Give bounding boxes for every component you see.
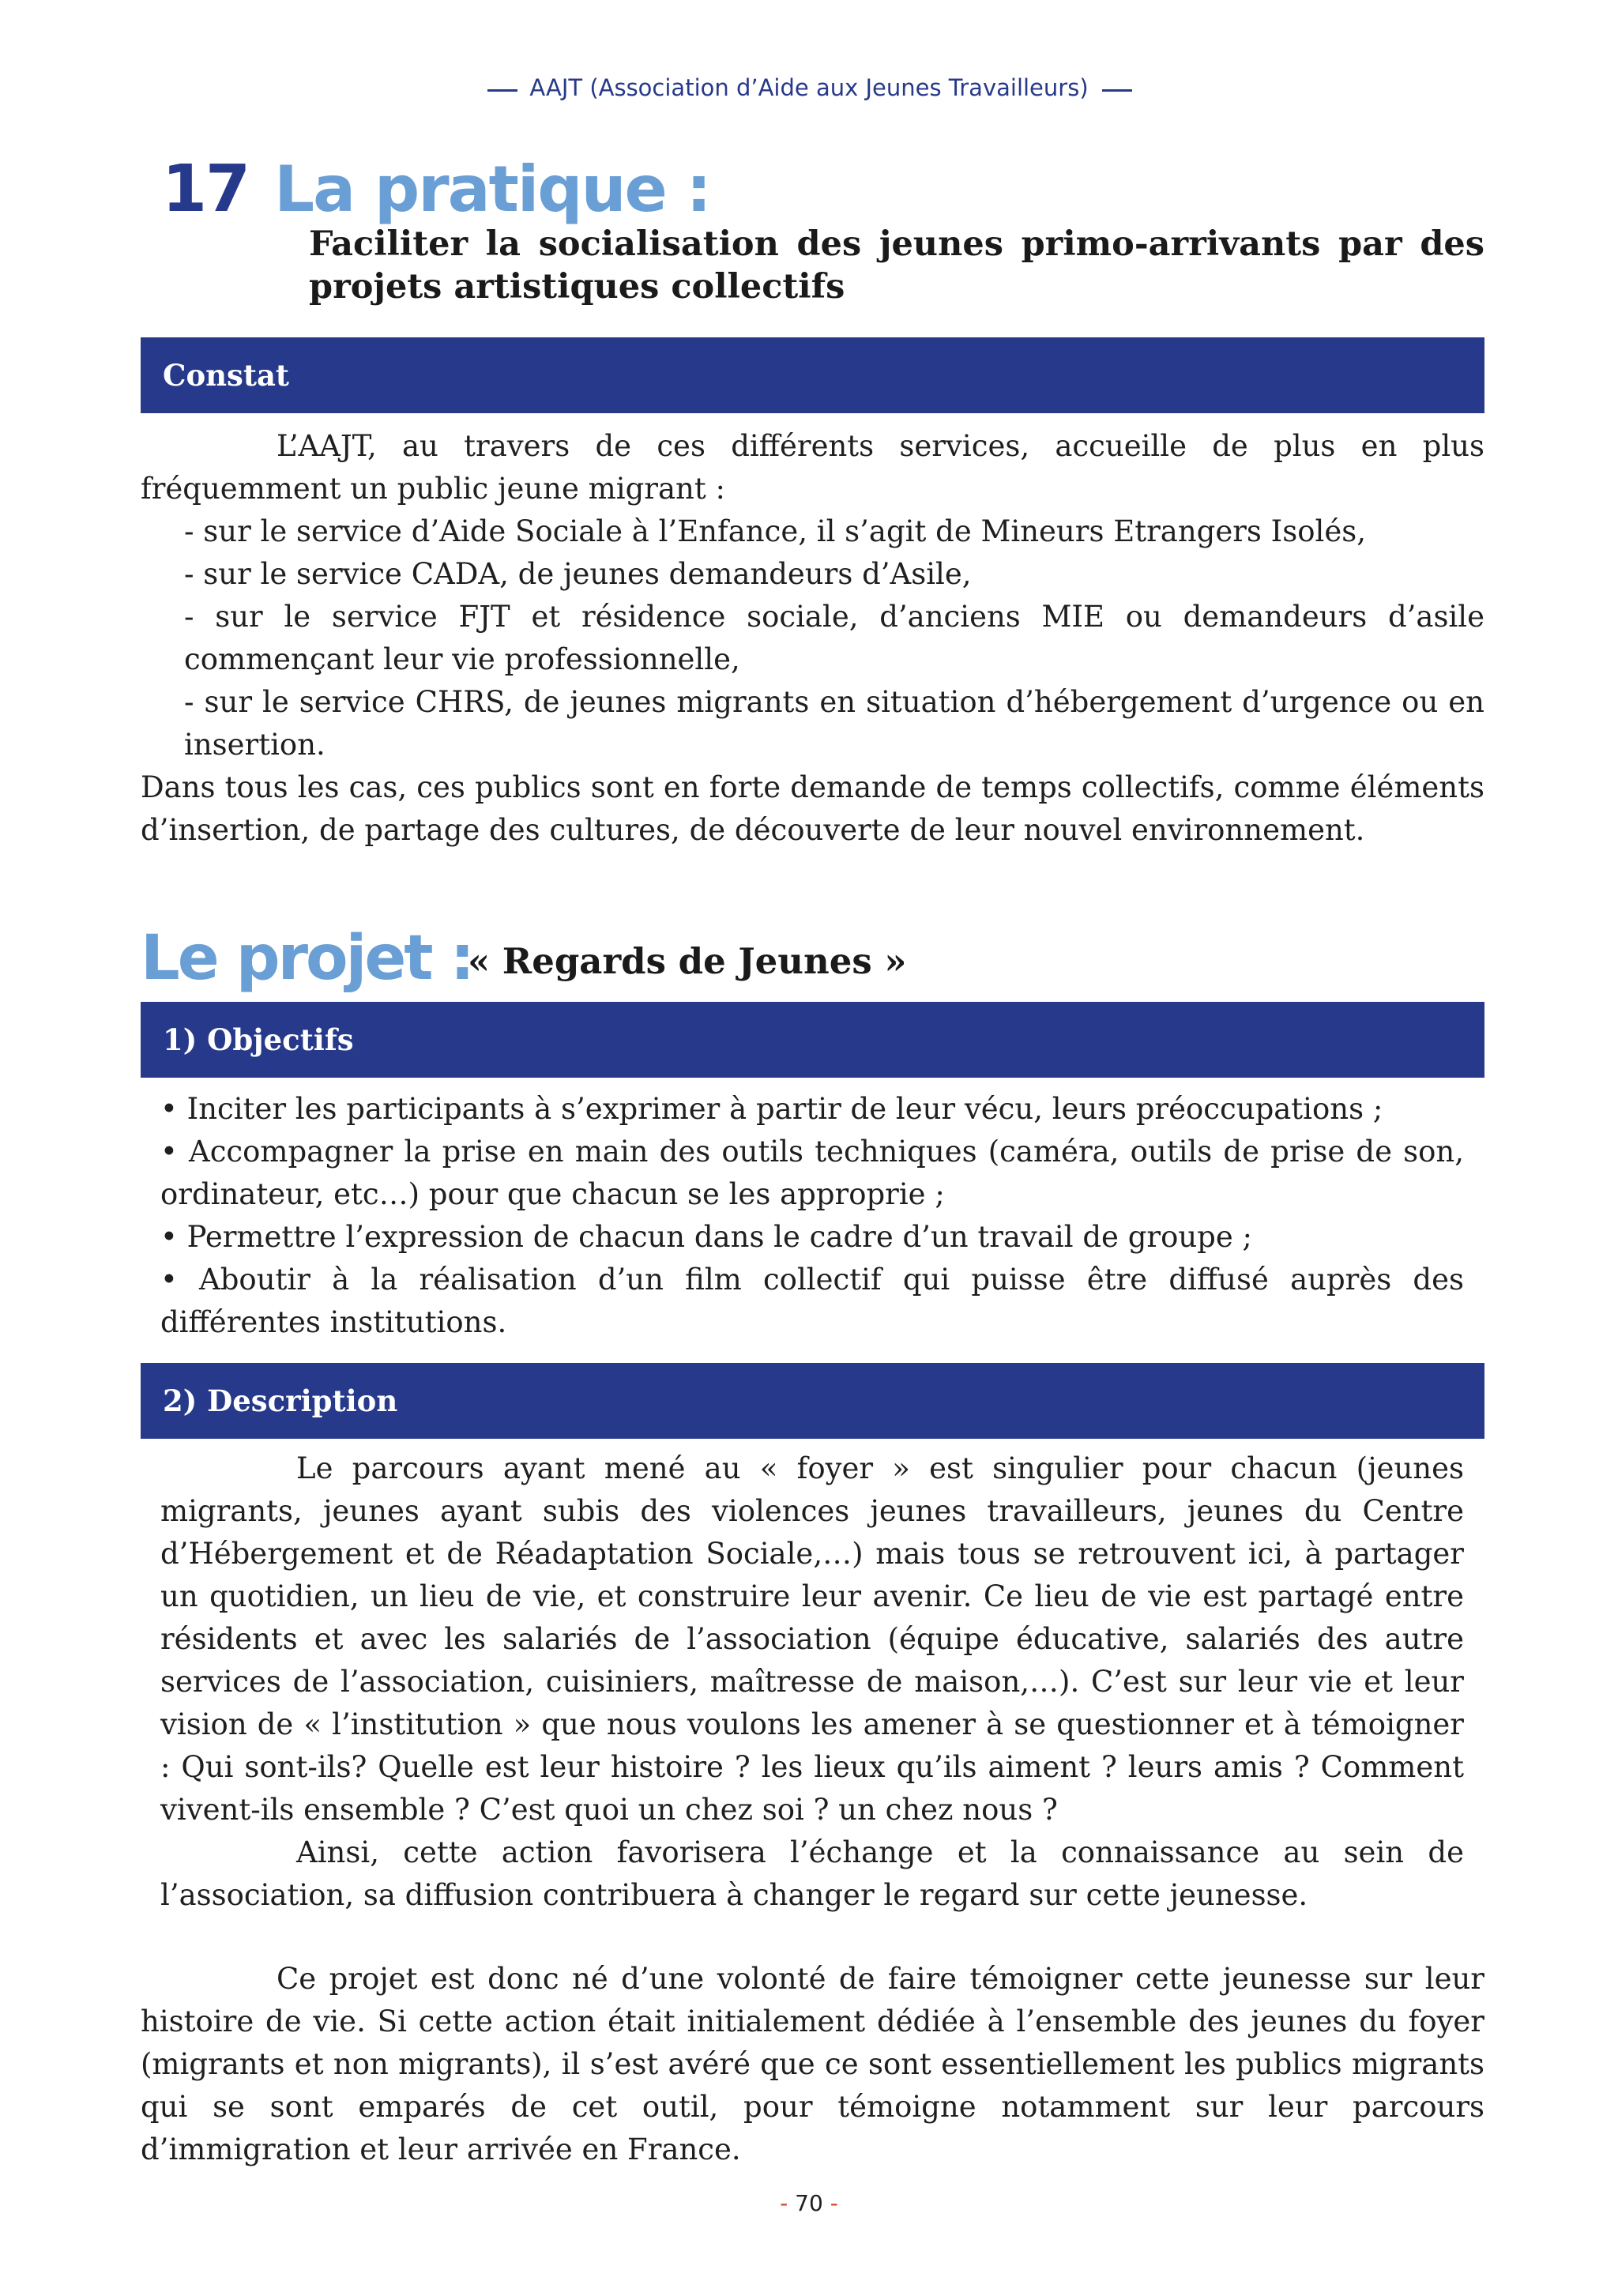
chapter-title: La pratique :	[274, 152, 710, 226]
description-paragraph: Le parcours ayant mené au « foyer » est singulier pour chacun (jeunes migrants, jeunes ayant subis des violences jeunes travailleurs, jeunes du Centre d’Hébergement et de Réadaptation Sociale,…) mais tous se retrouvent ici, à partager un quotidien, un lieu de vie, et construire leur avenir. Ce lieu de vie est partagé entre résidents et avec les salariés de l’association (équipe éducative, salariés des autre services de l’association, cuisiniers, maîtresse de maison,…). C’est sur leur vie et leur vision de « l’institution » que nous voulons les amener à se questionner et à témoigner : Qui sont-ils? Quelle est leur histoire ? les lieux qu’ils aiment ? leurs amis ? Comment vivent-ils ensemble ? C’est quoi un chez soi ? un chez nous ?	[160, 1451, 1464, 1827]
objectifs-heading: 1) Objectifs	[163, 1022, 354, 1057]
constat-item: - sur le service CHRS, de jeunes migrants en situation d’hébergement d’urgence ou en insertion.	[184, 685, 1484, 762]
chapter-heading	[162, 152, 710, 227]
objectif-item: • Inciter les participants à s’exprimer à partir de leur vécu, leurs préoccupations ;	[160, 1092, 1383, 1126]
objectifs-band	[141, 1002, 1484, 1078]
constat-item: - sur le service d’Aide Sociale à l’Enfance, il s’agit de Mineurs Etrangers Isolés,	[184, 514, 1367, 548]
constat-text	[141, 425, 1484, 852]
constat-item: - sur le service CADA, de jeunes demandeurs d’Asile,	[184, 557, 972, 591]
chapter-number: 17	[162, 152, 250, 227]
chapter-subtitle: Faciliter la socialisation des jeunes primo-arrivants par des projets artistiques collectifs	[309, 224, 1484, 307]
description-text	[160, 1447, 1464, 1917]
constat-heading: Constat	[163, 358, 290, 393]
page-number-dash-left: -	[780, 2190, 796, 2216]
projet-name: « Regards de Jeunes »	[468, 940, 907, 982]
constat-conclusion: Dans tous les cas, ces publics sont en forte demande de temps collectifs, comme éléments d’insertion, de partage des cultures, de découverte de leur nouvel environnement.	[141, 770, 1484, 847]
page-number	[0, 2190, 1618, 2216]
constat-item: - sur le service FJT et résidence sociale, d’anciens MIE ou demandeurs d’asile commençant leur vie professionnelle,	[184, 600, 1484, 676]
description-band	[141, 1363, 1484, 1439]
running-header: AAJT (Association d’Aide aux Jeunes Travailleurs)	[529, 74, 1089, 101]
projet-heading	[141, 923, 472, 994]
closing-text	[141, 1958, 1484, 2171]
projet-title: Le projet :	[141, 923, 472, 994]
constat-intro: L’AAJT, au travers de ces différents services, accueille de plus en plus fréquemment un public jeune migrant :	[141, 429, 1484, 506]
description-paragraph: Ainsi, cette action favorisera l’échange et la connaissance au sein de l’association, sa diffusion contribuera à changer le regard sur cette jeunesse.	[160, 1835, 1464, 1912]
closing-paragraph: Ce projet est donc né d’une volonté de faire témoigner cette jeunesse sur leur histoire de vie. Si cette action était initialement dédiée à l’ensemble des jeunes du foyer (migrants et non migrants), il s’est avéré que ce sont essentiellement les publics migrants qui se sont emparés de cet outil, pour témoigne notamment sur leur parcours d’immigration et leur arrivée en France.	[141, 1962, 1484, 2166]
objectif-item: • Permettre l’expression de chacun dans le cadre d’un travail de groupe ;	[160, 1220, 1252, 1254]
objectif-item: • Accompagner la prise en main des outils techniques (caméra, outils de prise de son, ordinateur, etc…) pour que chacun se les approprie ;	[160, 1135, 1464, 1211]
objectifs-list	[160, 1088, 1464, 1344]
description-heading: 2) Description	[163, 1383, 398, 1418]
header-rule-right	[1102, 89, 1132, 92]
objectif-item: • Aboutir à la réalisation d’un film collectif qui puisse être diffusé auprès des différentes institutions.	[160, 1263, 1464, 1339]
page-number-value: 70	[795, 2190, 823, 2216]
constat-band	[141, 337, 1484, 413]
page-number-dash-right: -	[822, 2190, 838, 2216]
